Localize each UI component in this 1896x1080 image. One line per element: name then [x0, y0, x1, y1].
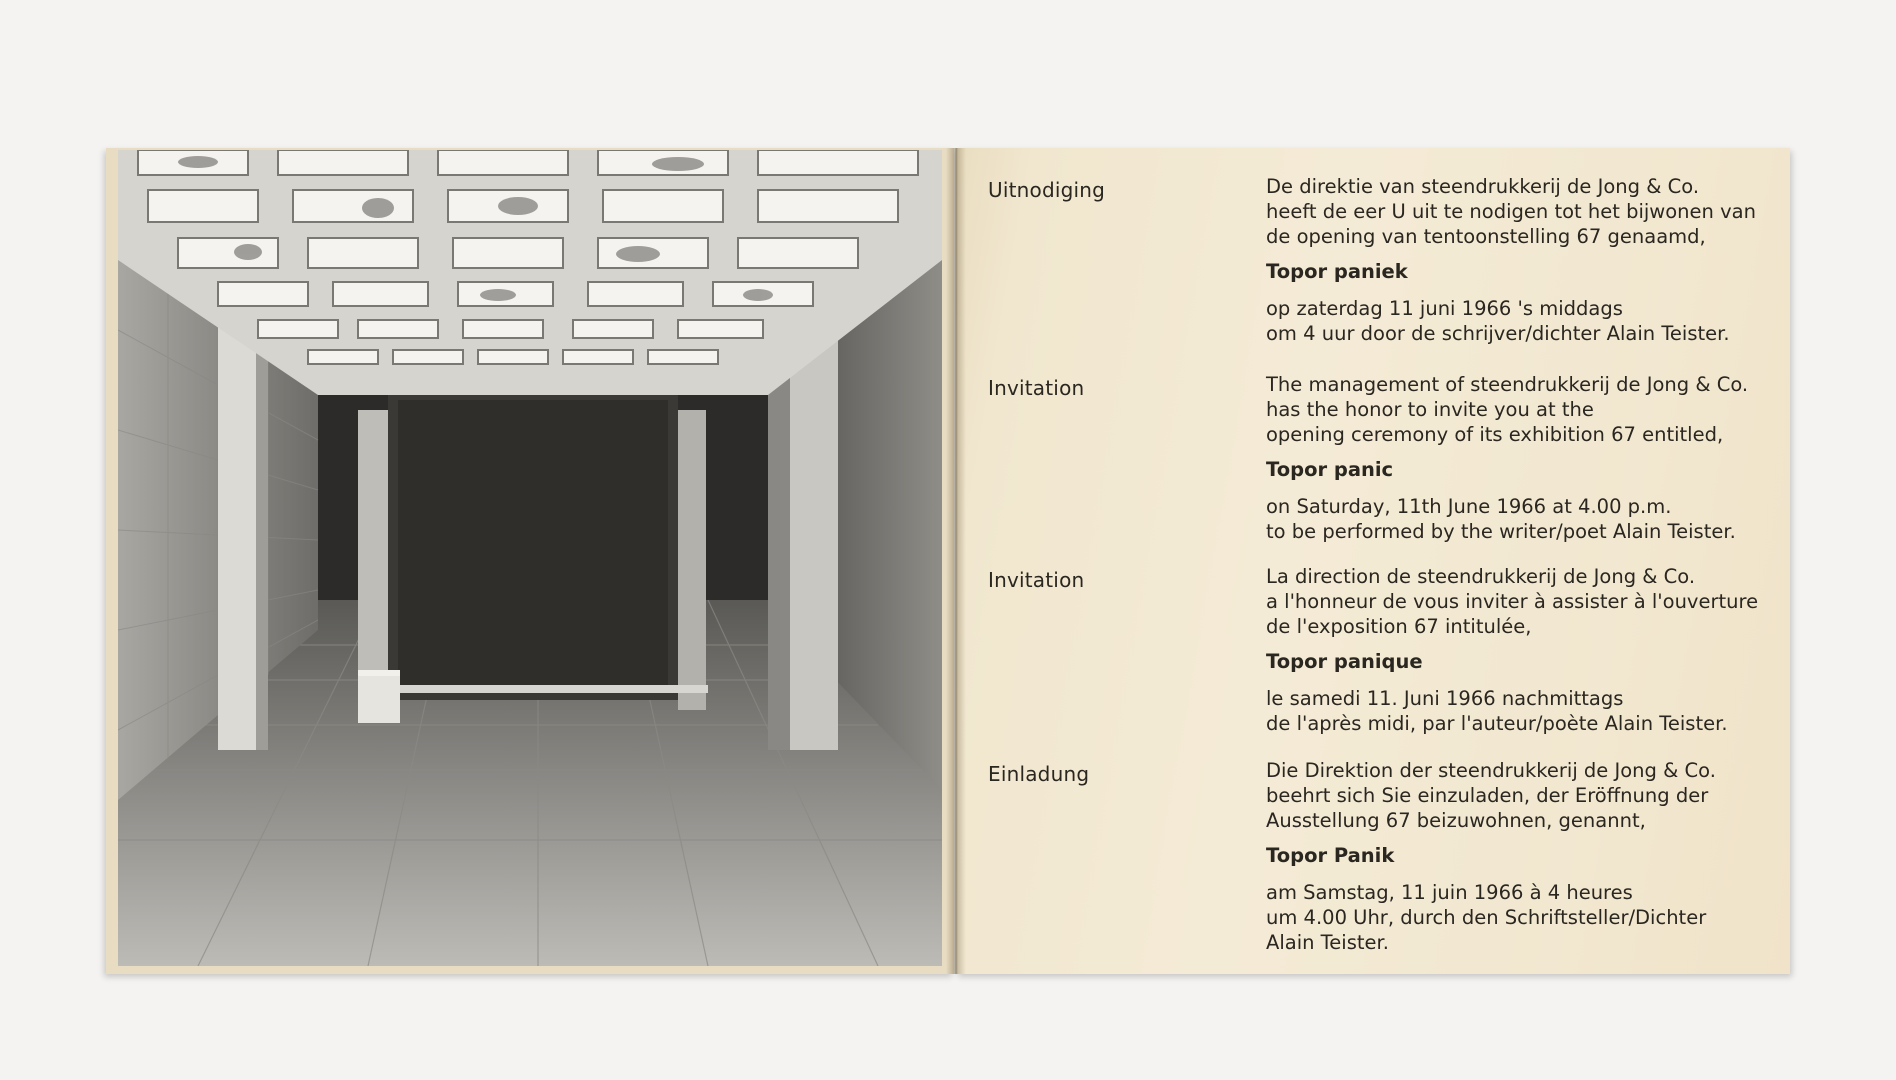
- section-label-german: Einladung: [988, 762, 1090, 786]
- exhibition-title: Topor Panik: [1266, 844, 1395, 867]
- gallery-photo: [118, 150, 942, 966]
- intro-line: Ausstellung 67 beizuwohnen, genannt,: [1266, 809, 1646, 832]
- detail-line: to be performed by the writer/poet Alain Teister.: [1266, 520, 1736, 543]
- section-label-french: Invitation: [988, 568, 1085, 592]
- intro-line: La direction de steendrukkerij de Jong & Co.: [1266, 565, 1696, 588]
- section-label-dutch: Uitnodiging: [988, 178, 1106, 202]
- intro-line: de l'exposition 67 intitulée,: [1266, 615, 1532, 638]
- intro-line: opening ceremony of its exhibition 67 entitled,: [1266, 423, 1724, 446]
- intro-line: has the honor to invite you at the: [1266, 398, 1594, 421]
- intro-line: a l'honneur de vous inviter à assister à l'ouverture: [1266, 590, 1759, 613]
- intro-line: heeft de eer U uit te nodigen tot het bijwonen van: [1266, 200, 1756, 223]
- intro-line: Die Direktion der steendrukkerij de Jong & Co.: [1266, 759, 1716, 782]
- spine-gutter: [946, 148, 966, 974]
- section-label-english: Invitation: [988, 376, 1085, 400]
- intro-line: beehrt sich Sie einzuladen, der Eröffnung der: [1266, 784, 1709, 807]
- detail-line: om 4 uur door de schrijver/dichter Alain Teister.: [1266, 322, 1730, 345]
- exhibition-title: Topor panic: [1266, 458, 1394, 481]
- intro-line: De direktie van steendrukkerij de Jong & Co.: [1266, 175, 1700, 198]
- detail-line: op zaterdag 11 juni 1966 's middags: [1266, 297, 1623, 320]
- detail-line: um 4.00 Uhr, durch den Schriftsteller/Dichter: [1266, 906, 1707, 929]
- detail-line: le samedi 11. Juni 1966 nachmittags: [1266, 687, 1624, 710]
- intro-line: de opening van tentoonstelling 67 genaamd,: [1266, 225, 1706, 248]
- detail-line: de l'après midi, par l'auteur/poète Alain Teister.: [1266, 712, 1728, 735]
- detail-line: Alain Teister.: [1266, 931, 1389, 954]
- exhibition-title: Topor panique: [1266, 650, 1423, 673]
- booklet-spread: [106, 148, 1790, 974]
- section-body-dutch: [1266, 174, 1766, 346]
- section-body-german: [1266, 758, 1766, 955]
- right-page: [956, 148, 1790, 974]
- section-body-french: [1266, 564, 1766, 736]
- detail-line: on Saturday, 11th June 1966 at 4.00 p.m.: [1266, 495, 1672, 518]
- invitation-text: [956, 148, 1790, 974]
- section-body-english: [1266, 372, 1766, 544]
- intro-line: The management of steendrukkerij de Jong & Co.: [1266, 373, 1749, 396]
- gallery-photo-illustration: [118, 150, 942, 966]
- exhibition-title: Topor paniek: [1266, 260, 1408, 283]
- detail-line: am Samstag, 11 juin 1966 à 4 heures: [1266, 881, 1633, 904]
- left-page: [106, 148, 954, 974]
